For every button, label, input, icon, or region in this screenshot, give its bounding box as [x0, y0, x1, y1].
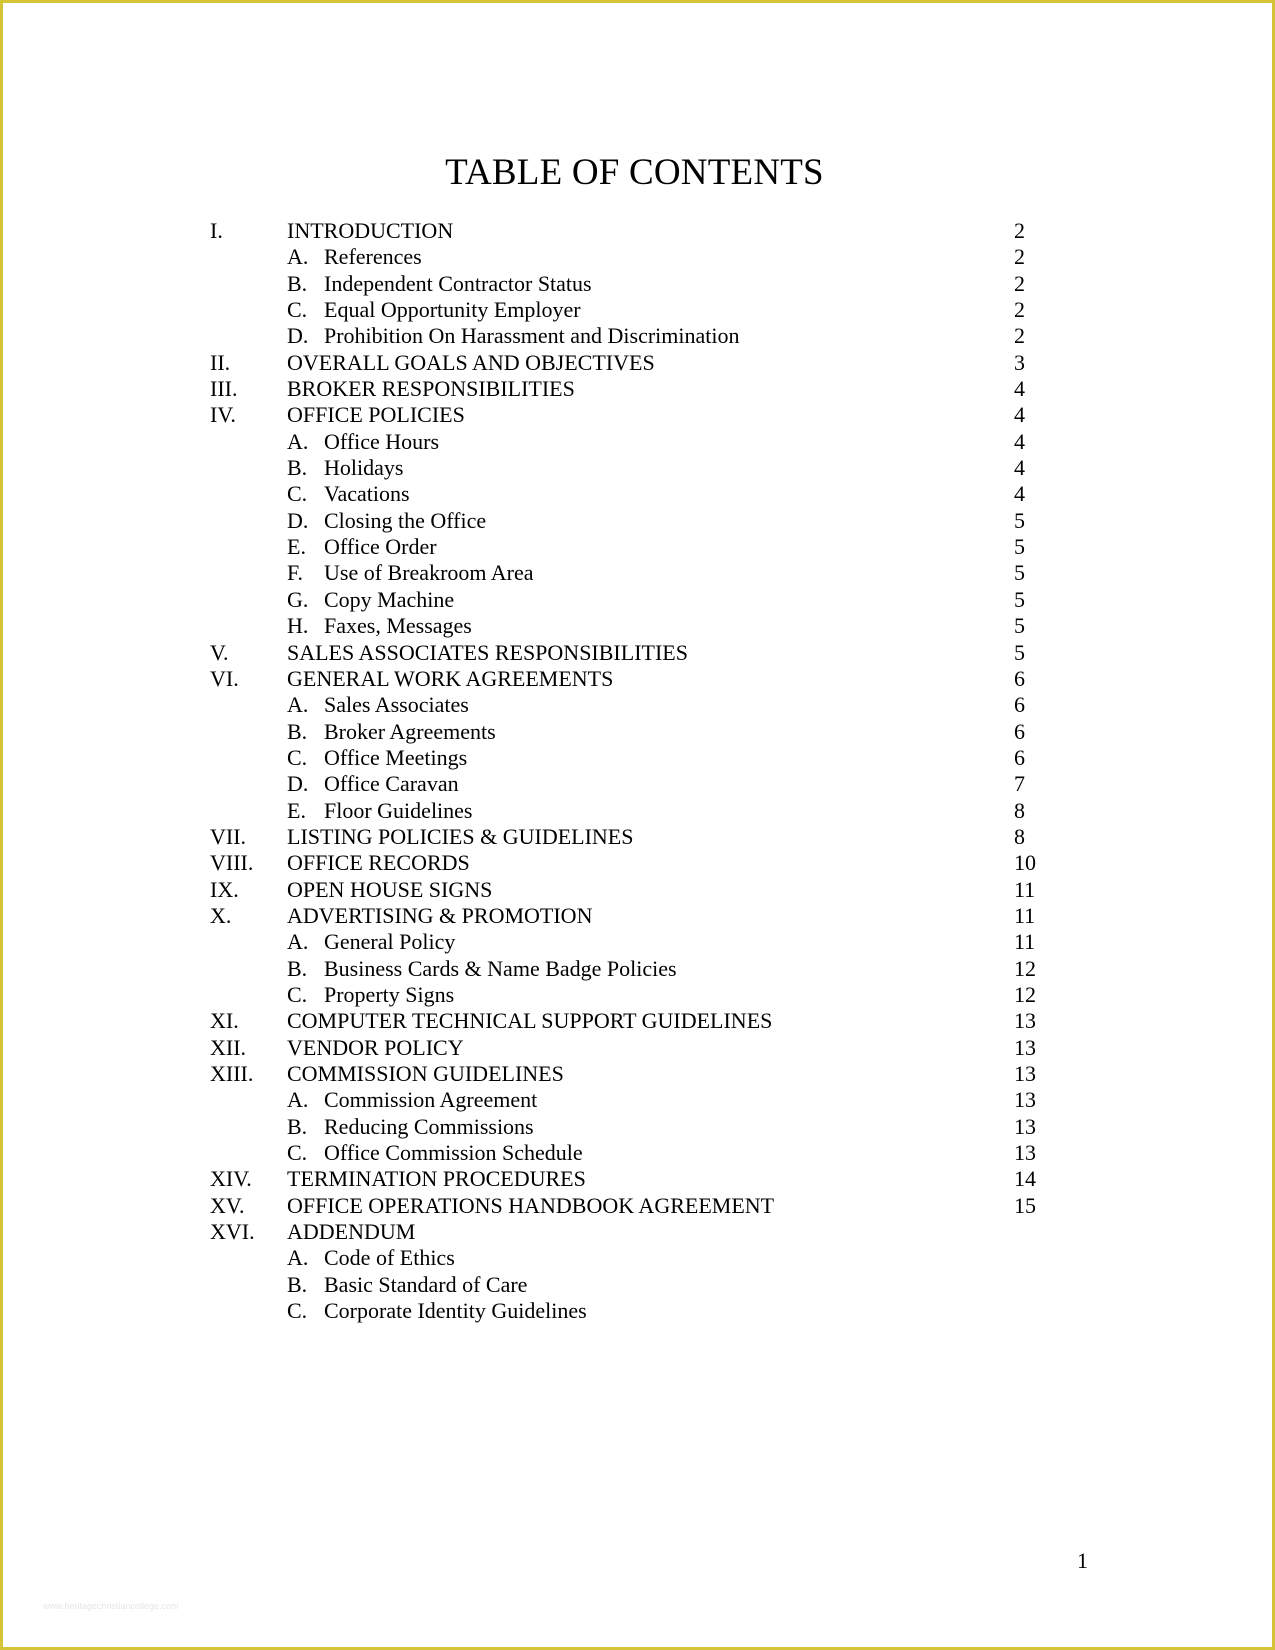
entry-title: OFFICE RECORDS [287, 850, 470, 876]
entry-title: INTRODUCTION [287, 218, 454, 243]
entry-title: BROKER RESPONSIBILITIES [287, 376, 575, 402]
entry-title: Office Hours [324, 428, 440, 454]
toc-subentry [3, 1272, 1272, 1298]
section-numeral: I. [210, 218, 223, 243]
entry-page-number: 4 [1014, 481, 1025, 507]
toc-subentry [3, 455, 1272, 481]
toc-entry [3, 903, 1272, 929]
toc-entry [3, 1219, 1272, 1245]
toc-subentry [3, 1245, 1272, 1271]
subsection-letter: H. [287, 613, 309, 639]
entry-page-number: 12 [1014, 981, 1036, 1007]
toc-entry [3, 666, 1272, 692]
subsection-letter: F. [287, 560, 303, 586]
toc-entry [3, 1035, 1272, 1061]
entry-title: Vacations [324, 481, 410, 507]
subsection-letter: A. [287, 1087, 309, 1113]
entry-title: SALES ASSOCIATES RESPONSIBILITIES [287, 639, 688, 665]
toc-subentry [3, 534, 1272, 560]
toc-entry [3, 350, 1272, 376]
subsection-letter: A. [287, 929, 309, 955]
toc-subentry [3, 297, 1272, 323]
subsection-letter: C. [287, 981, 308, 1007]
entry-title: Code of Ethics [324, 1245, 455, 1271]
entry-page-number: 13 [1014, 1008, 1036, 1034]
entry-page-number: 6 [1014, 692, 1025, 718]
toc-subentry [3, 956, 1272, 982]
subsection-letter: C. [287, 1298, 308, 1324]
toc-subentry [3, 719, 1272, 745]
entry-title: Office Caravan [324, 771, 459, 797]
entry-page-number: 6 [1014, 718, 1025, 744]
entry-title: Reducing Commissions [324, 1113, 534, 1139]
entry-title: Holidays [324, 455, 404, 481]
toc-subentry [3, 481, 1272, 507]
section-numeral: X. [210, 902, 232, 928]
entry-title: Office Commission Schedule [324, 1140, 583, 1166]
toc-subentry [3, 587, 1272, 613]
subsection-letter: C. [287, 1140, 308, 1166]
entry-title: Office Meetings [324, 744, 468, 770]
subsection-letter: B. [287, 955, 308, 981]
section-numeral: IX. [210, 876, 239, 902]
subsection-letter: C. [287, 744, 308, 770]
entry-title: Equal Opportunity Employer [324, 297, 581, 323]
subsection-letter: B. [287, 718, 308, 744]
entry-page-number: 5 [1014, 639, 1025, 665]
entry-page-number: 2 [1014, 218, 1025, 243]
subsection-letter: A. [287, 1245, 309, 1271]
toc-subentry [3, 429, 1272, 455]
entry-title: Broker Agreements [324, 718, 496, 744]
section-numeral: II. [210, 349, 231, 375]
entry-page-number: 13 [1014, 1140, 1036, 1166]
entry-page-number: 2 [1014, 323, 1025, 349]
table-of-contents [3, 218, 1272, 1324]
entry-title: ADVERTISING & PROMOTION [287, 902, 593, 928]
entry-title: References [324, 244, 422, 270]
toc-subentry [3, 982, 1272, 1008]
section-numeral: XV. [210, 1192, 245, 1218]
entry-title: General Policy [324, 929, 456, 955]
subsection-letter: C. [287, 481, 308, 507]
entry-page-number: 4 [1014, 402, 1025, 428]
section-numeral: VI. [210, 665, 239, 691]
subsection-letter: A. [287, 692, 309, 718]
toc-entry [3, 376, 1272, 402]
subsection-letter: C. [287, 297, 308, 323]
entry-title: Commission Agreement [324, 1087, 538, 1113]
entry-page-number: 6 [1014, 744, 1025, 770]
entry-title: GENERAL WORK AGREEMENTS [287, 665, 614, 691]
entry-title: Prohibition On Harassment and Discrimination [324, 323, 740, 349]
toc-subentry [3, 1298, 1272, 1324]
entry-page-number: 2 [1014, 297, 1025, 323]
subsection-letter: B. [287, 455, 308, 481]
entry-page-number: 4 [1014, 428, 1025, 454]
entry-title: Office Order [324, 534, 437, 560]
section-numeral: XIV. [210, 1166, 252, 1192]
toc-subentry [3, 1087, 1272, 1113]
entry-page-number: 7 [1014, 771, 1025, 797]
entry-title: Property Signs [324, 981, 455, 1007]
entry-page-number: 5 [1014, 560, 1025, 586]
entry-title: Corporate Identity Guidelines [324, 1298, 587, 1324]
entry-page-number: 11 [1014, 929, 1036, 955]
entry-page-number: 5 [1014, 586, 1025, 612]
entry-page-number: 5 [1014, 613, 1025, 639]
entry-title: OFFICE POLICIES [287, 402, 465, 428]
toc-subentry [3, 1140, 1272, 1166]
toc-entry [3, 1193, 1272, 1219]
page-title: TABLE OF CONTENTS [445, 152, 824, 193]
entry-title: Business Cards & Name Badge Policies [324, 955, 677, 981]
entry-page-number: 8 [1014, 823, 1025, 849]
subsection-letter: D. [287, 323, 309, 349]
entry-title: Copy Machine [324, 586, 455, 612]
entry-page-number: 12 [1014, 955, 1036, 981]
entry-page-number: 11 [1014, 902, 1036, 928]
toc-subentry [3, 929, 1272, 955]
toc-subentry [3, 1114, 1272, 1140]
watermark: www.heritagechristiancollege.com [43, 1601, 179, 1611]
entry-title: Basic Standard of Care [324, 1271, 528, 1297]
subsection-letter: D. [287, 507, 309, 533]
entry-title: OPEN HOUSE SIGNS [287, 876, 493, 902]
subsection-letter: E. [287, 797, 306, 823]
entry-page-number: 11 [1014, 876, 1036, 902]
entry-page-number: 4 [1014, 376, 1025, 402]
section-numeral: IV. [210, 402, 236, 428]
entry-page-number: 2 [1014, 244, 1025, 270]
section-numeral: VIII. [210, 850, 254, 876]
entry-page-number: 3 [1014, 349, 1025, 375]
entry-page-number: 2 [1014, 270, 1025, 296]
entry-title: Independent Contractor Status [324, 270, 592, 296]
toc-entry [3, 877, 1272, 903]
page-number: 1 [1077, 1548, 1088, 1573]
entry-page-number: 6 [1014, 665, 1025, 691]
toc-subentry [3, 508, 1272, 534]
entry-title: TERMINATION PROCEDURES [287, 1166, 586, 1192]
subsection-letter: B. [287, 1271, 308, 1297]
entry-title: Faxes, Messages [324, 613, 472, 639]
subsection-letter: D. [287, 771, 309, 797]
section-numeral: III. [210, 376, 238, 402]
toc-subentry [3, 771, 1272, 797]
toc-subentry [3, 798, 1272, 824]
entry-title: ADDENDUM [287, 1219, 416, 1245]
toc-subentry [3, 323, 1272, 349]
section-numeral: XIII. [210, 1061, 254, 1086]
entry-page-number: 4 [1014, 455, 1025, 481]
section-numeral: XII. [210, 1034, 247, 1060]
section-numeral: V. [210, 639, 229, 665]
toc-subentry [3, 613, 1272, 639]
toc-entry [3, 640, 1272, 666]
toc-entry [3, 218, 1272, 244]
entry-title: COMPUTER TECHNICAL SUPPORT GUIDELINES [287, 1008, 773, 1034]
entry-page-number: 8 [1014, 797, 1025, 823]
toc-entry [3, 402, 1272, 428]
entry-title: VENDOR POLICY [287, 1034, 464, 1060]
subsection-letter: A. [287, 244, 309, 270]
toc-subentry [3, 745, 1272, 771]
entry-page-number: 10 [1014, 850, 1036, 876]
toc-entry [3, 850, 1272, 876]
entry-page-number: 13 [1014, 1034, 1036, 1060]
entry-title: LISTING POLICIES & GUIDELINES [287, 823, 634, 849]
toc-subentry [3, 692, 1272, 718]
section-numeral: VII. [210, 823, 247, 849]
section-numeral: XI. [210, 1008, 239, 1034]
entry-page-number: 5 [1014, 534, 1025, 560]
entry-page-number: 5 [1014, 507, 1025, 533]
entry-page-number: 14 [1014, 1166, 1036, 1192]
toc-entry [3, 1061, 1272, 1087]
entry-page-number: 13 [1014, 1113, 1036, 1139]
toc-subentry [3, 244, 1272, 270]
toc-subentry [3, 271, 1272, 297]
section-numeral: XVI. [210, 1219, 255, 1245]
subsection-letter: A. [287, 428, 309, 454]
entry-title: Sales Associates [324, 692, 469, 718]
entry-page-number: 13 [1014, 1061, 1036, 1086]
subsection-letter: E. [287, 534, 306, 560]
toc-entry [3, 1008, 1272, 1034]
entry-title: COMMISSION GUIDELINES [287, 1061, 564, 1086]
toc-entry [3, 1166, 1272, 1192]
entry-title: OVERALL GOALS AND OBJECTIVES [287, 349, 655, 375]
subsection-letter: G. [287, 586, 309, 612]
toc-subentry [3, 560, 1272, 586]
entry-title: OFFICE OPERATIONS HANDBOOK AGREEMENT [287, 1192, 775, 1218]
toc-entry [3, 824, 1272, 850]
entry-page-number: 13 [1014, 1087, 1036, 1113]
subsection-letter: B. [287, 270, 308, 296]
entry-title: Floor Guidelines [324, 797, 473, 823]
entry-title: Closing the Office [324, 507, 487, 533]
entry-page-number: 15 [1014, 1192, 1036, 1218]
subsection-letter: B. [287, 1113, 308, 1139]
entry-title: Use of Breakroom Area [324, 560, 534, 586]
